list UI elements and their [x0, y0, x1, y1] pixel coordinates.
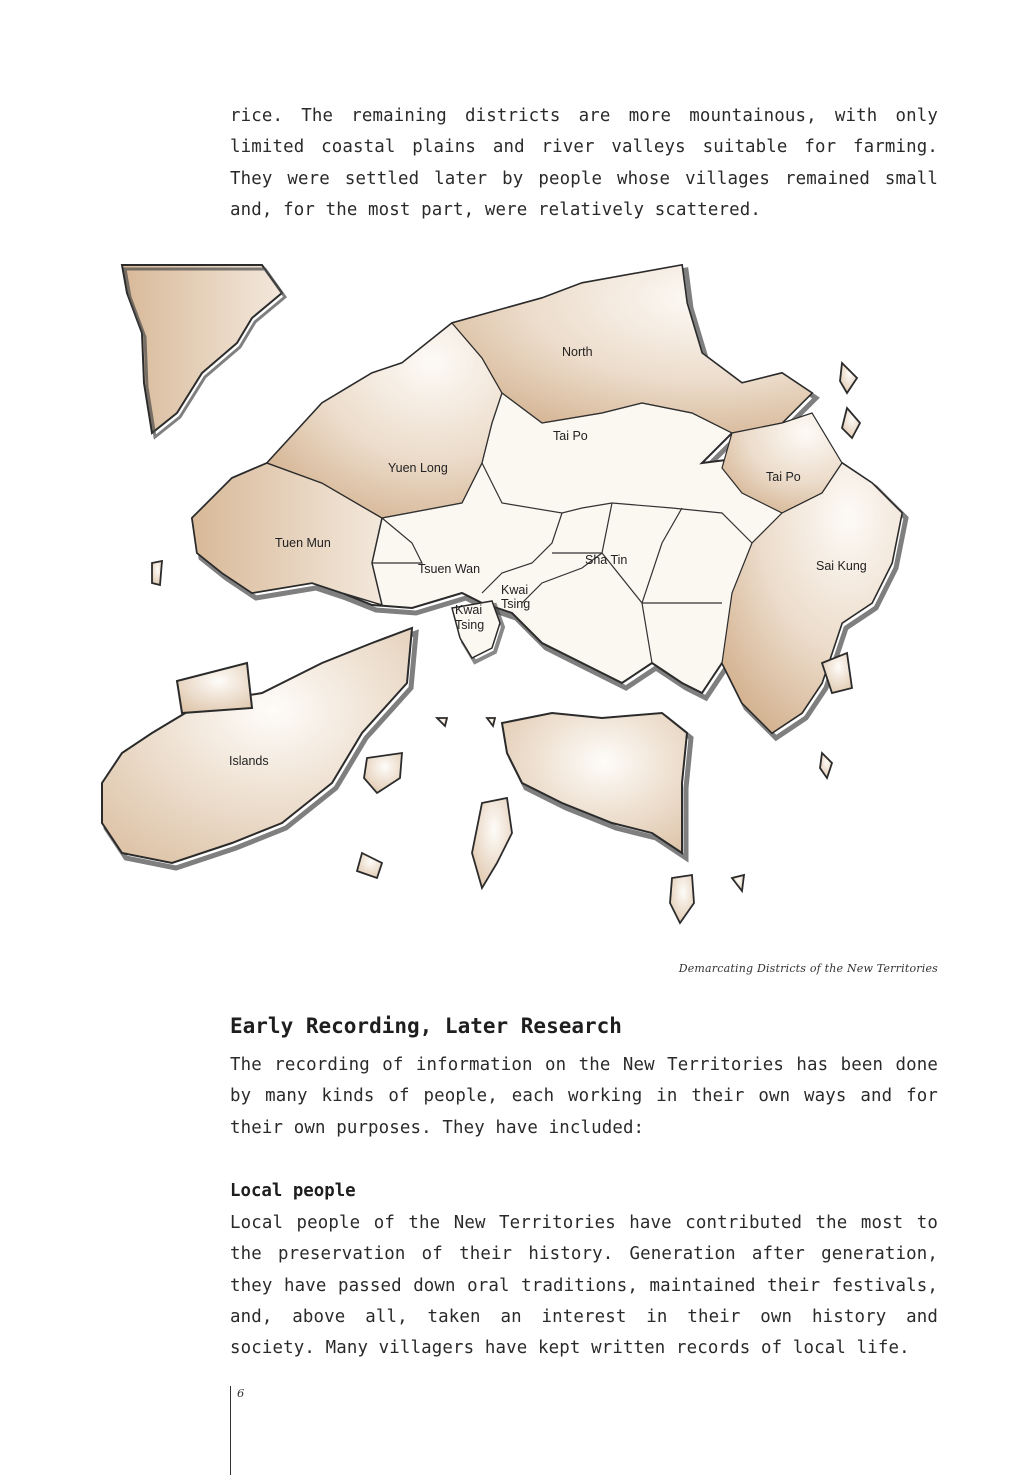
map-caption: Demarcating Districts of the New Territories	[678, 962, 938, 975]
lantau-island-shape	[102, 628, 412, 863]
subsection-heading: Local people	[230, 1181, 356, 1201]
label-tai-po-west: Tai Po	[553, 429, 588, 443]
section-paragraph: The recording of information on the New Territories has been done by many kinds of people, each working in their own ways and for their own purposes. They have included:	[230, 1055, 938, 1138]
footer-rule	[230, 1386, 231, 1475]
hong-kong-island-shape	[502, 713, 687, 853]
district-map	[82, 263, 942, 943]
label-tuen-mun: Tuen Mun	[275, 536, 331, 550]
label-yuen-long: Yuen Long	[388, 461, 448, 475]
label-sai-kung: Sai Kung	[816, 559, 867, 573]
intro-paragraph: rice. The remaining districts are more mountainous, with only limited coastal plains and river valleys suitable for farming. They were settled later by people whose villages remained small and, for the most part, were relatively scattered.	[230, 106, 938, 220]
label-tsuen-wan: Tsuen Wan	[418, 562, 481, 576]
subsection-paragraph: Local people of the New Territories have contributed the most to the preservation of their history. Generation after generation, they have passed down oral traditions, maintained their festivals, and, above all, taken an interest in their own history and society. Many villagers have kept written records of local life.	[230, 1213, 938, 1359]
label-kwai-tsing-upper-2: Tsing	[501, 597, 531, 611]
label-islands: Islands	[229, 754, 269, 768]
label-tai-po-east: Tai Po	[766, 470, 801, 484]
label-kwai-tsing-lower-1: Kwai	[455, 603, 483, 617]
chek-lap-kok-shape	[177, 663, 252, 713]
label-kwai-tsing-upper-1: Kwai	[501, 583, 529, 597]
page-number: 6	[237, 1386, 245, 1400]
section-heading: Early Recording, Later Research	[230, 1014, 622, 1038]
label-sha-tin: Sha Tin	[585, 553, 628, 567]
label-kwai-tsing-lower-2: Tsing	[455, 618, 485, 632]
label-north: North	[562, 345, 593, 359]
